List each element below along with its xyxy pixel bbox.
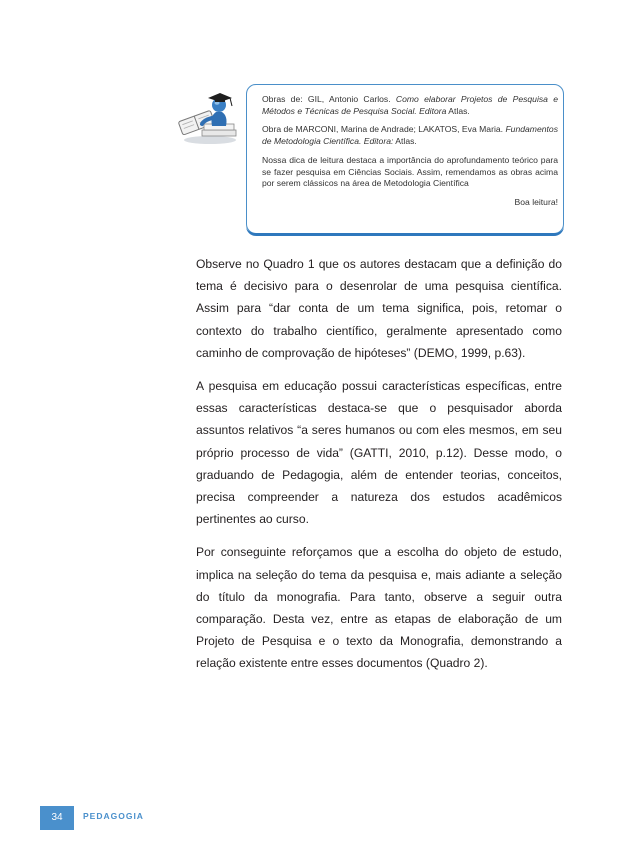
paragraph-1: Observe no Quadro 1 que os autores destacam que a definição do tema é decisivo para o desenrolar de uma pesquisa científica. Assim para “dar conta de um tema significa, pois, retomar o contexto do trabalho científico, geralmente apresentado como caminho de comprovação de hipóteses” (DEMO, 1999, p.63). (196, 257, 562, 360)
main-text (196, 253, 562, 686)
section-label: PEDAGOGIA (83, 811, 144, 821)
reference-gil-titles: Como elaborar Projetos de Pesquisa e Métodos e Técnicas de Pesquisa Social. Editora (262, 94, 558, 116)
reading-tip-content (262, 94, 558, 216)
reference-gil-publisher: Atlas. (446, 105, 470, 116)
reading-tip-box (246, 84, 564, 234)
paragraph-2: A pesquisa em educação possui características específicas, entre essas características destaca-se que o pesquisador aborda assuntos relativos “a seres humanos ou com eles mesmos, em seu próprio processo de vida” (GATTI, 2010, p.12). Desse modo, o graduando de Pedagogia, além de entender teorias, conceitos, precisa compreender a natureza dos estudos acadêmicos pertinentes ao curso. (196, 379, 562, 527)
reading-student-icon (178, 90, 242, 146)
reference-marconi-authors: Obra de MARCONI, Marina de Andrade; LAKATOS, Eva Maria. (262, 124, 506, 135)
reading-tip-signoff: Boa leitura! (514, 196, 558, 207)
reading-tip-text: Nossa dica de leitura destaca a importância do aprofundamento teórico para se fazer pesquisa em Ciências Sociais. Assim, remendamos as obras acima por serem clássicos na área de Metodologia Científica (262, 154, 558, 189)
reference-gil-author: Obras de: GIL, Antonio Carlos. (262, 94, 396, 104)
paragraph-3: Por conseguinte reforçamos que a escolha do objeto de estudo, implica na seleção do tema da pesquisa e, mais adiante a seleção do título da monografia. Para tanto, observe a seguir outra comparação. Desta vez, entre as etapas de elaboração de um Projeto de Pesquisa e o texto da Monografia, demonstrando a relação existente entre esses documentos (Quadro 2). (196, 545, 562, 671)
reference-gil (262, 94, 558, 117)
page-number: 34 (40, 806, 74, 830)
reference-marconi-title: Fundamentos de Metodologia Científica. Editora: (262, 124, 558, 147)
reference-marconi-publisher: Atlas. (393, 136, 417, 147)
reference-marconi-lakatos (262, 124, 558, 147)
